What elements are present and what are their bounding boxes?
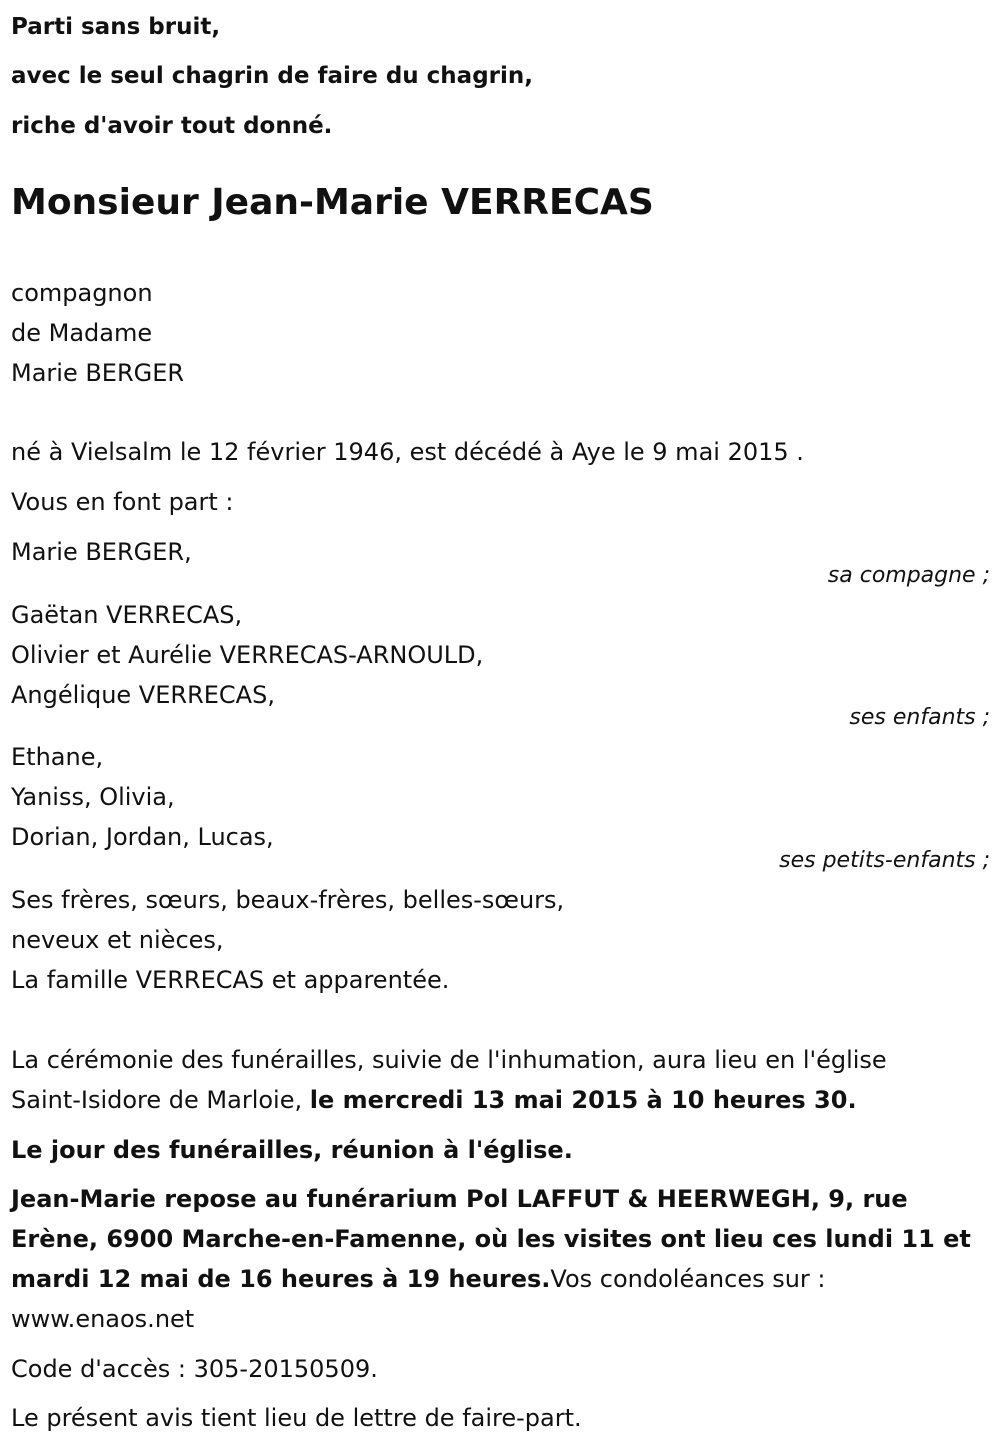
child-name: Gaëtan VERRECAS, xyxy=(11,601,243,629)
birth-death-text: né à Vielsalm le 12 février 1946, est décédé à Aye le 9 mai 2015 . xyxy=(11,438,804,466)
ceremony-block xyxy=(11,1040,887,1120)
child-name: Olivier et Aurélie VERRECAS-ARNOULD, xyxy=(11,641,484,669)
other-family-line: La famille VERRECAS et apparentée. xyxy=(11,966,450,994)
funeral-home-block xyxy=(11,1179,971,1339)
companion-line-1: compagnon xyxy=(11,279,153,307)
grandchild-names: Dorian, Jordan, Lucas, xyxy=(11,823,274,851)
children-list xyxy=(11,595,483,715)
meeting-text: Le jour des funérailles, réunion à l'église. xyxy=(11,1136,573,1164)
epitaph-line-2: avec le seul chagrin de faire du chagrin, xyxy=(11,63,534,89)
visit-hours: mardi 12 mai de 16 heures à 19 heures. xyxy=(11,1265,551,1293)
family-partner-name: Marie BERGER, xyxy=(11,538,192,566)
companion-line-2: de Madame xyxy=(11,319,153,347)
deceased-name: Monsieur Jean-Marie VERRECAS xyxy=(11,182,654,223)
condolences-website[interactable]: www.enaos.net xyxy=(11,1305,195,1333)
child-name: Angélique VERRECAS, xyxy=(11,681,275,709)
epitaph-line-3: riche d'avoir tout donné. xyxy=(11,113,333,139)
condolences-label: Vos condoléances sur : xyxy=(550,1265,826,1293)
grandchildren-role: ses petits-enfants ; xyxy=(779,848,990,873)
grandchildren-list xyxy=(11,737,274,857)
epitaph-line-1: Parti sans bruit, xyxy=(11,14,221,40)
ceremony-place: Saint-Isidore de Marloie, xyxy=(11,1086,303,1114)
funeral-home-line-2: Erène, 6900 Marche-en-Famenne, où les visites ont lieu ces lundi 11 et xyxy=(11,1225,971,1253)
other-family-line: neveux et nièces, xyxy=(11,926,224,954)
ceremony-line-2 xyxy=(11,1080,887,1120)
other-family-line: Ses frères, sœurs, beaux-frères, belles-sœurs, xyxy=(11,886,565,914)
companion-block xyxy=(11,273,184,393)
family-partner-role: sa compagne ; xyxy=(827,563,990,588)
companion-line-3: Marie BERGER xyxy=(11,359,185,387)
access-code: Code d'accès : 305-20150509. xyxy=(11,1355,378,1383)
ceremony-line-1: La cérémonie des funérailles, suivie de l'inhumation, aura lieu en l'église xyxy=(11,1046,887,1074)
other-family-list xyxy=(11,880,564,1000)
notice-text: Le présent avis tient lieu de lettre de faire-part. xyxy=(11,1404,582,1432)
children-role: ses enfants ; xyxy=(849,705,990,730)
announce-text: Vous en font part : xyxy=(11,488,234,516)
grandchild-names: Ethane, xyxy=(11,743,104,771)
ceremony-datetime: le mercredi 13 mai 2015 à 10 heures 30. xyxy=(309,1086,857,1114)
funeral-home-line-1: Jean-Marie repose au funérarium Pol LAFFUT & HEERWEGH, 9, rue xyxy=(11,1185,908,1213)
grandchild-names: Yaniss, Olivia, xyxy=(11,783,175,811)
funeral-home-line-3 xyxy=(11,1259,971,1299)
